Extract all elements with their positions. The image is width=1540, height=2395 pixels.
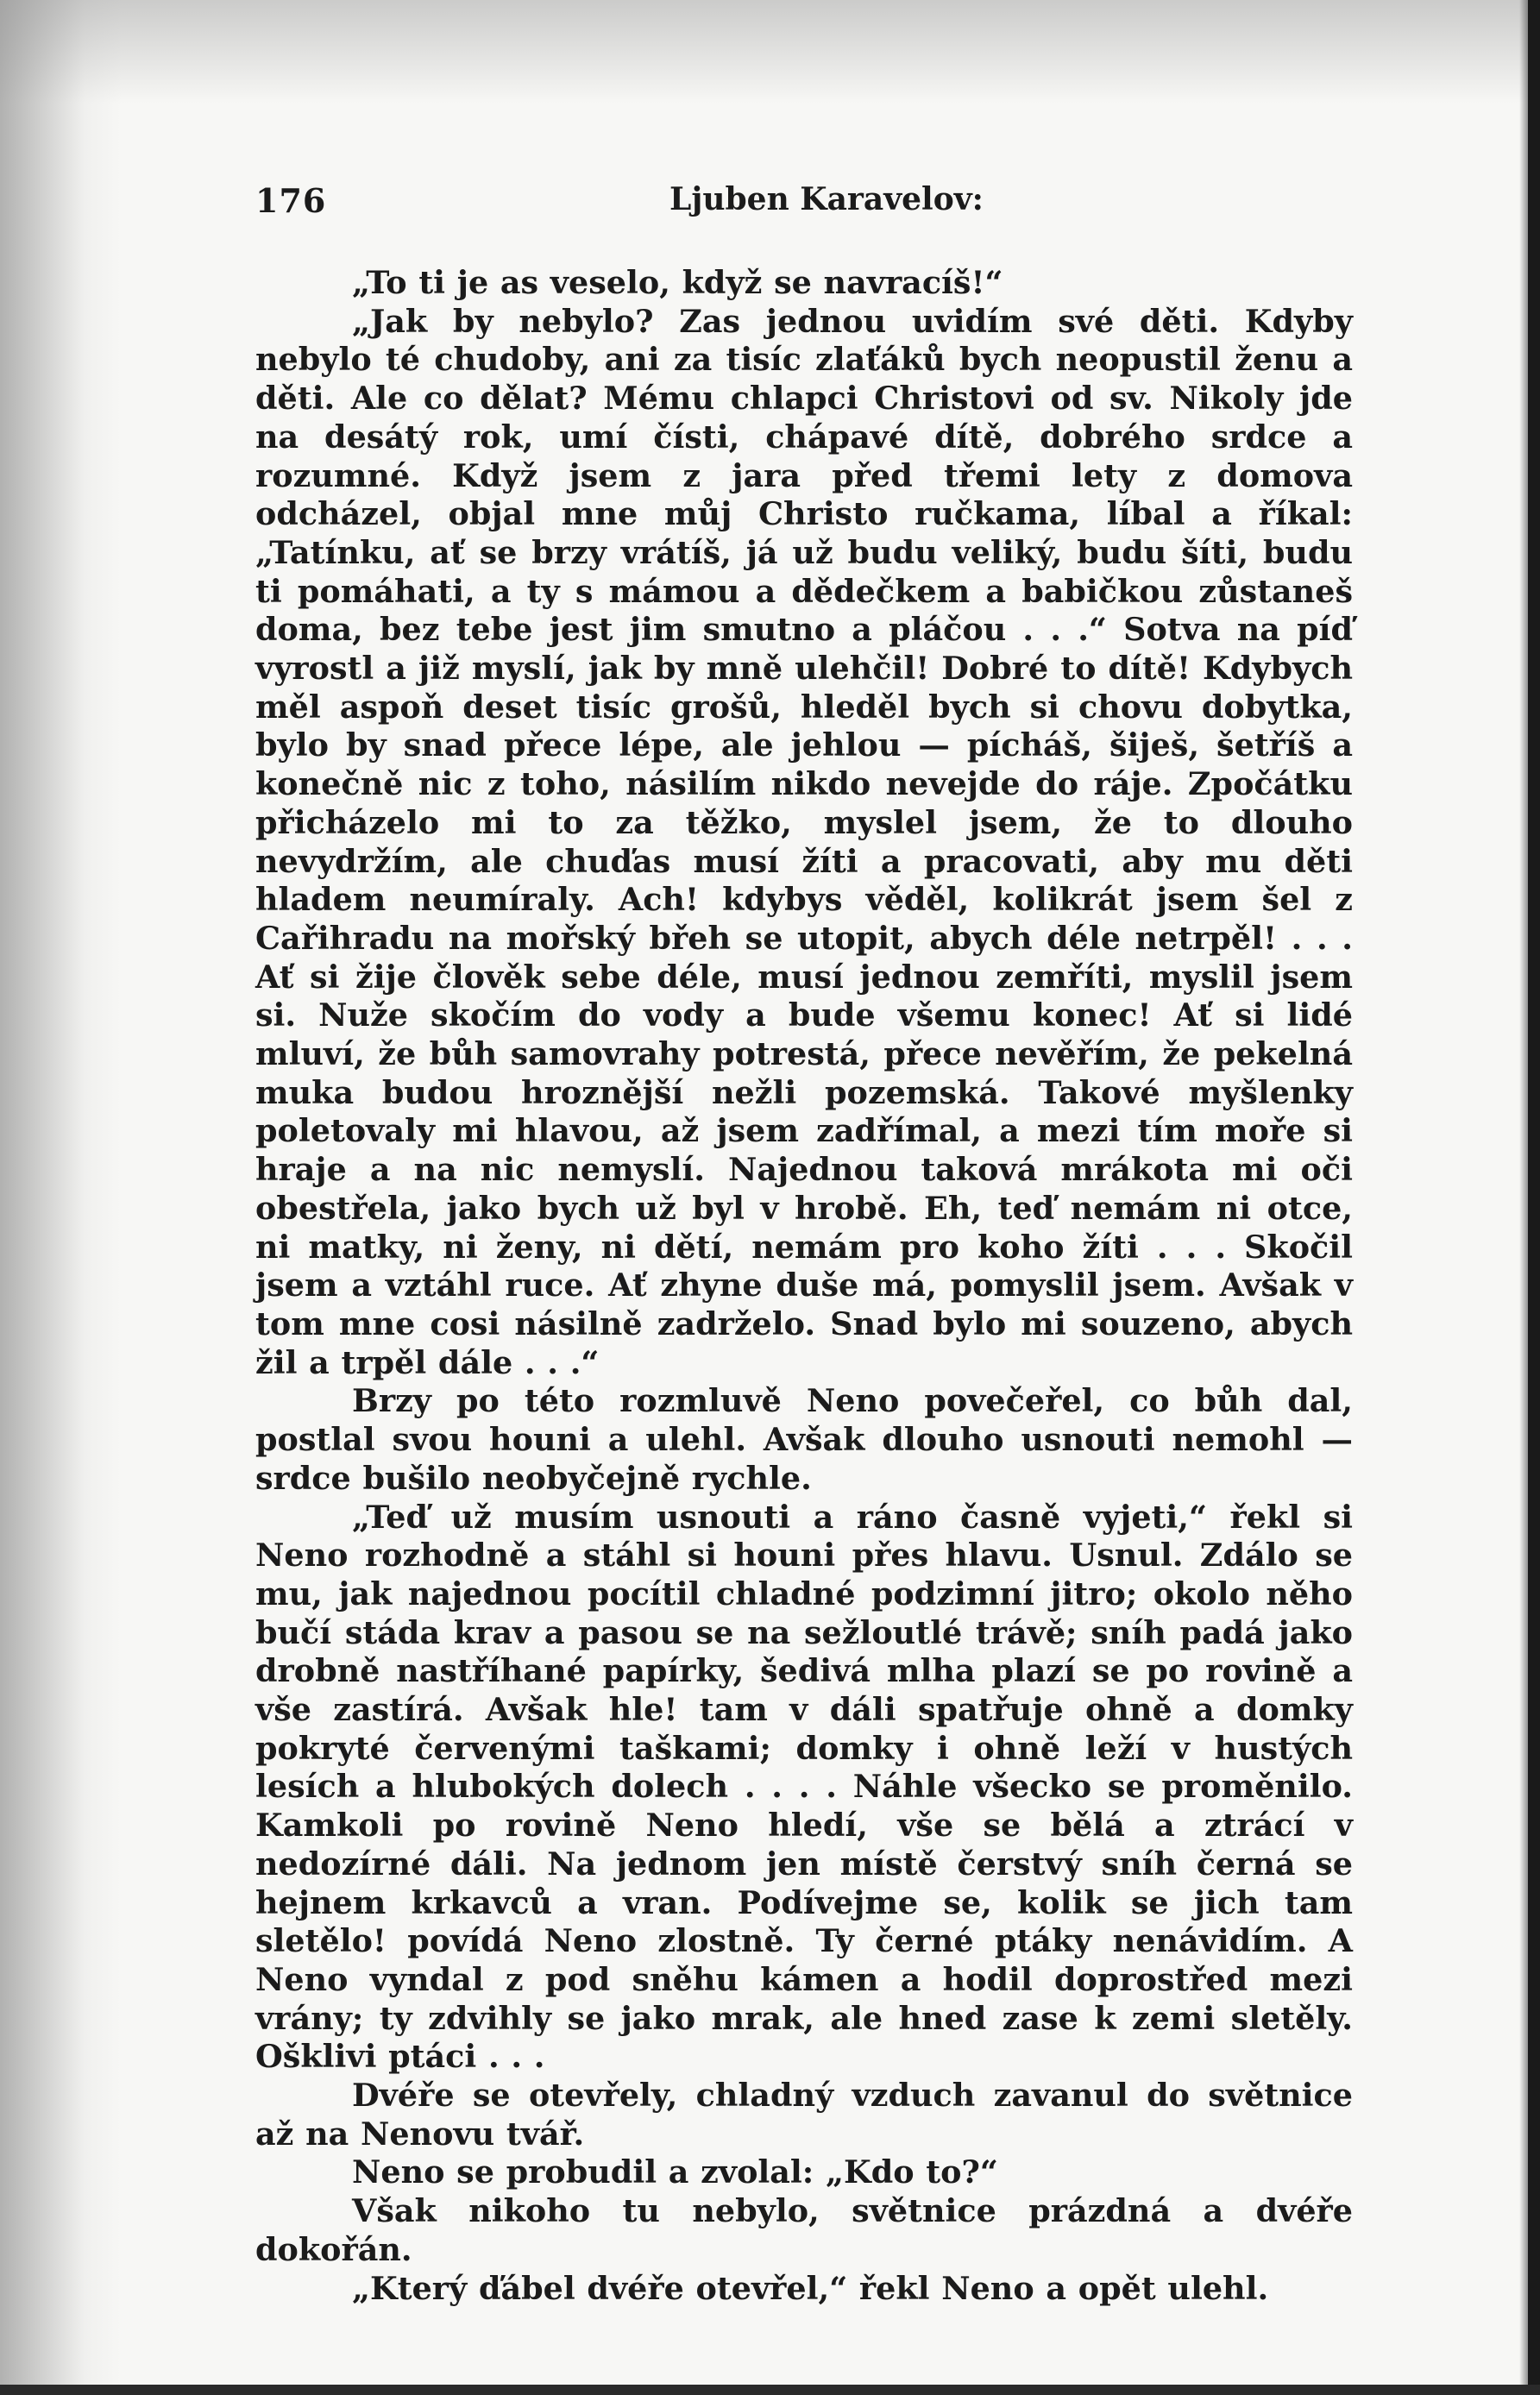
book-page [255,173,1353,2308]
paragraph: Brzy po této rozmluvě Neno povečeřel, co bůh dal, postlal svou houni a ulehl. Avšak dlouho usnouti nemohl — srdce bušilo neobyčejně rychle. [255,1382,1353,1497]
paragraph: „Který ďábel dvéře otevřel,“ řekl Neno a opět ulehl. [352,2269,1269,2307]
paragraph: Neno se probudil a zvolal: „Kdo to?“ [352,2153,998,2191]
paragraph: Dvéře se otevřely, chladný vzduch zavanul do světnice až na Nenovu tvář. [255,2077,1353,2153]
paragraph: „Teď už musím usnouti a ráno časně vyjeti,“ řekl si Neno rozhodně a stáhl si houni přes hlavu. Usnul. Zdálo se mu, jak najednou pocítil chladné podzimní jitro; okolo něho bučí stáda krav a pasou se na sežloutlé trávě; sníh padá jako drobně nastříhané papírky, šedivá mlha plazí se po rovině a vše zastírá. Avšak hle! tam v dáli spatřuje ohně a domky pokryté červenými taškami; domky i ohně leží v hustých lesích a hlubokých dolech . . . . Náhle všecko se proměnilo. Kamkoli po rovině Neno hledí, vše se bělá a ztrácí v nedozírné dáli. Na jednom jen místě čerstvý sníh černá se hejnem krkavců a vran. Podívejme se, kolik se jich tam sletělo! povídá Neno zlostně. Ty černé ptáky nenávidím. A Neno vyndal z pod sněhu kámen a hodil doprostřed mezi vrány; ty zdvihly se jako mrak, ale hned zase k zemi sletěly. Ošklivi ptáci . . . [255,1498,1353,2076]
paragraph: „To ti je as veselo, když se navracíš!“ [352,264,1003,301]
scan-shadow-left [0,0,121,2395]
page-header [255,173,1353,233]
paragraph: „Jak by nebylo? Zas jednou uvidím své děti. Kdyby nebylo té chudoby, ani za tisíc zlaťáků bych neopustil ženu a děti. Ale co dělat? Mému chlapci Christovi od sv. Nikoly jde na desátý rok, umí čísti, chápavé dítě, dobrého srdce a rozumné. Když jsem z jara před třemi lety z domova odcházel, objal mne můj Christo ručkama, líbal a říkal: „Tatínku, ať se brzy vrátíš, já už budu veliký, budu šíti, budu ti pomáhati, a ty s mámou a dědečkem a babičkou zůstaneš doma, bez tebe jest jim smutno a pláčou . . .“ Sotva na píď vyrostl a již myslí, jak by mně ulehčil! Dobré to dítě! Kdybych měl aspoň deset tisíc grošů, hleděl bych si chovu dobytka, bylo by snad přece lépe, ale jehlou — pícháš, šiješ, šetříš a konečně nic z toho, násilím nikdo nevejde do ráje. Zpočátku přicházelo mi to za těžko, myslel jsem, že to dlouho nevydržím, ale chuďas musí žíti a pracovati, aby mu děti hladem neumíraly. Ach! kdybys věděl, kolikrát jsem šel z Cařihradu na mořský břeh se utopit, abych déle netrpěl! . . . Ať si žije člověk sebe déle, musí jednou zemříti, myslil jsem si. Nuže skočím do vody a bude všemu konec! Ať si lidé mluví, že bůh samovrahy potrestá, přece nevěřím, že pekelná muka budou hroznější nežli pozemská. Takové myšlenky poletovaly mi hlavou, až jsem zadřímal, a mezi tím moře si hraje a na nic nemyslí. Najednou taková mrákota mi oči obestřela, jako bych už byl v hrobě. Eh, teď nemám ni otce, ni matky, ni ženy, ni dětí, nemám pro koho žíti . . . Skočil jsem a vztáhl ruce. Ať zhyne duše má, pomyslil jsem. Avšak v tom mne cosi násilně zadrželo. Snad bylo mi souzeno, abych žil a trpěl dále . . .“ [255,302,1353,1381]
page-number: 176 [255,181,327,220]
scan-edge-shadow [1519,0,1528,2395]
paragraph: Však nikoho tu nebylo, světnice prázdná a dvéře dokořán. [255,2192,1353,2268]
scan-edge-right [1528,0,1540,2395]
running-head: Ljuben Karavelov: [669,181,984,217]
body-text [255,264,1353,2308]
scan-shadow-top [0,0,1540,104]
scan-edge-bottom [0,2385,1540,2395]
